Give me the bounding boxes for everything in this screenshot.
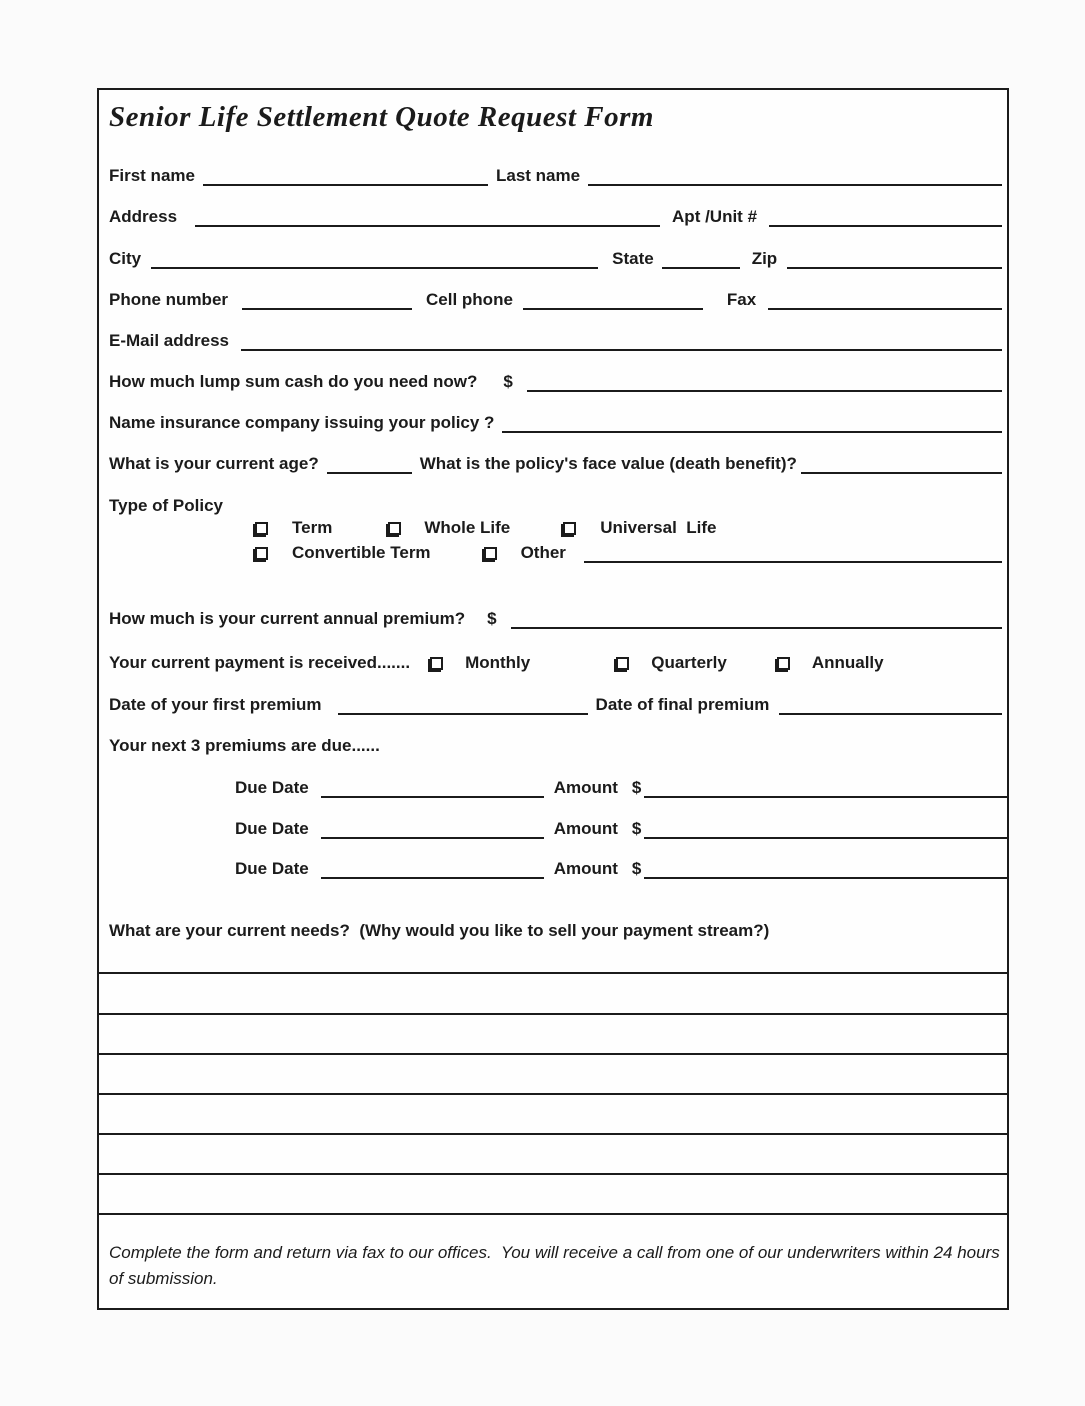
amount-label: Amount xyxy=(553,859,618,878)
address-input[interactable] xyxy=(195,210,660,227)
checkbox-quarterly[interactable] xyxy=(616,657,629,670)
row-lump-sum xyxy=(109,371,1002,392)
writing-line[interactable] xyxy=(99,1133,1007,1135)
fax-label: Fax xyxy=(726,290,757,309)
universal-life-label: Universal Life xyxy=(600,518,717,537)
row-policy-options-2 xyxy=(109,542,1002,563)
age-question: What is your current age? xyxy=(109,454,319,473)
row-policy-options-1 xyxy=(109,517,1002,538)
payment-received-label: Your current payment is received....... xyxy=(109,653,411,672)
lump-sum-question: How much lump sum cash do you need now? xyxy=(109,372,478,391)
checkbox-other[interactable] xyxy=(484,547,497,560)
apt-unit-label: Apt /Unit # xyxy=(672,207,758,226)
row-policy-heading xyxy=(109,495,1002,516)
checkbox-annually[interactable] xyxy=(777,657,790,670)
writing-line[interactable] xyxy=(99,1013,1007,1015)
row-city-state-zip xyxy=(109,248,1002,269)
address-label: Address xyxy=(109,207,178,226)
convertible-term-label: Convertible Term xyxy=(292,543,431,562)
state-label: State xyxy=(612,249,654,268)
row-insurance-company xyxy=(109,412,1002,433)
last-name-input[interactable] xyxy=(588,169,1002,186)
phone-input[interactable] xyxy=(242,293,412,310)
writing-line[interactable] xyxy=(99,1053,1007,1055)
row-name xyxy=(109,165,1002,186)
dollar-sign: $ xyxy=(631,859,642,878)
city-input[interactable] xyxy=(151,252,598,269)
checkbox-whole-life[interactable] xyxy=(388,522,401,535)
due-date-2-input[interactable] xyxy=(321,822,544,839)
cell-phone-input[interactable] xyxy=(523,293,703,310)
checkbox-monthly[interactable] xyxy=(430,657,443,670)
due-date-label: Due Date xyxy=(235,859,309,878)
footer-instructions: Complete the form and return via fax to our offices. You will receive a call from one of our underwriters within 24 hours of submission. xyxy=(109,1243,1005,1288)
row-email xyxy=(109,330,1002,351)
insurance-company-input[interactable] xyxy=(502,416,1002,433)
row-premium-due-2 xyxy=(109,818,1007,839)
amount-2-input[interactable] xyxy=(644,822,1007,839)
annual-premium-input[interactable] xyxy=(511,612,1002,629)
monthly-label: Monthly xyxy=(465,653,531,672)
row-annual-premium xyxy=(109,608,1002,629)
due-date-label: Due Date xyxy=(235,778,309,797)
due-date-1-input[interactable] xyxy=(321,781,544,798)
last-name-label: Last name xyxy=(495,166,581,185)
footer-divider xyxy=(99,1213,1007,1215)
zip-input[interactable] xyxy=(787,252,1002,269)
row-next-premiums-heading xyxy=(109,735,1002,756)
email-label: E-Mail address xyxy=(109,331,229,350)
amount-1-input[interactable] xyxy=(644,781,1007,798)
dollar-sign: $ xyxy=(631,778,642,797)
checkbox-convertible-term[interactable] xyxy=(255,547,268,560)
next-premiums-label: Your next 3 premiums are due...... xyxy=(109,736,380,755)
whole-life-label: Whole Life xyxy=(424,518,511,537)
due-date-3-input[interactable] xyxy=(321,862,544,879)
row-phones xyxy=(109,289,1002,310)
needs-question: What are your current needs? (Why would you like to sell your payment stream?) xyxy=(109,921,770,940)
checkbox-term[interactable] xyxy=(255,522,268,535)
amount-3-input[interactable] xyxy=(644,862,1007,879)
checkbox-universal-life[interactable] xyxy=(563,522,576,535)
writing-line[interactable] xyxy=(99,1093,1007,1095)
final-premium-label: Date of final premium xyxy=(595,695,770,714)
writing-line[interactable] xyxy=(99,1173,1007,1175)
first-premium-label: Date of your first premium xyxy=(109,695,322,714)
row-premium-dates xyxy=(109,694,1002,715)
email-input[interactable] xyxy=(241,334,1002,351)
amount-label: Amount xyxy=(553,819,618,838)
dollar-sign: $ xyxy=(487,609,497,628)
row-age-face-value xyxy=(109,453,1002,474)
due-date-label: Due Date xyxy=(235,819,309,838)
amount-label: Amount xyxy=(553,778,618,797)
row-premium-due-3 xyxy=(109,858,1007,879)
quote-request-form xyxy=(97,88,1009,1310)
face-value-input[interactable] xyxy=(801,457,1002,474)
final-premium-date-input[interactable] xyxy=(779,698,1002,715)
first-name-label: First name xyxy=(109,166,195,185)
cell-phone-label: Cell phone xyxy=(426,290,513,309)
phone-label: Phone number xyxy=(109,290,229,309)
annual-premium-question: How much is your current annual premium? xyxy=(109,609,466,628)
type-of-policy-label: Type of Policy xyxy=(109,496,223,515)
age-input[interactable] xyxy=(327,457,412,474)
annually-label: Annually xyxy=(811,653,884,672)
term-label: Term xyxy=(292,518,333,537)
apt-unit-input[interactable] xyxy=(769,210,1002,227)
row-premium-due-1 xyxy=(109,777,1007,798)
zip-label: Zip xyxy=(751,249,778,268)
fax-input[interactable] xyxy=(768,293,1002,310)
city-label: City xyxy=(109,249,142,268)
writing-line[interactable] xyxy=(99,972,1007,974)
insurance-company-question: Name insurance company issuing your policy ? xyxy=(109,413,495,432)
quarterly-label: Quarterly xyxy=(651,653,727,672)
face-value-question: What is the policy's face value (death benefit)? xyxy=(419,454,797,473)
form-title: Senior Life Settlement Quote Request Form xyxy=(109,101,654,133)
other-label: Other xyxy=(520,543,566,562)
state-input[interactable] xyxy=(662,252,740,269)
row-address xyxy=(109,206,1002,227)
first-name-input[interactable] xyxy=(203,169,488,186)
row-payment-received xyxy=(109,652,1002,673)
other-policy-input[interactable] xyxy=(584,546,1002,563)
dollar-sign: $ xyxy=(503,372,513,391)
row-needs-question xyxy=(109,920,1002,941)
first-premium-date-input[interactable] xyxy=(338,698,588,715)
dollar-sign: $ xyxy=(631,819,642,838)
lump-sum-input[interactable] xyxy=(527,375,1002,392)
